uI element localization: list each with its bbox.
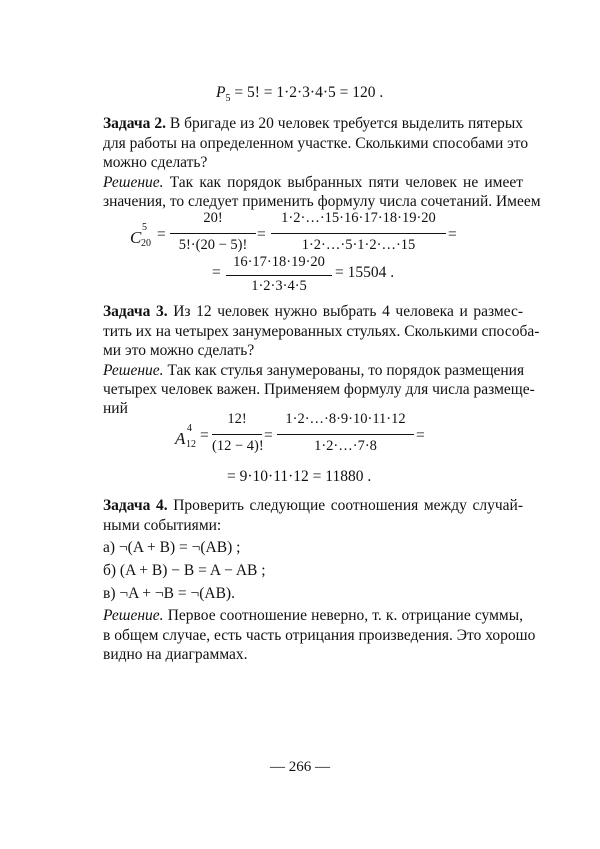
task2-eq4: = — [212, 264, 221, 281]
task3-line1: Задача 3. Из 12 человек нужно выбрать 4 человека и размес- — [103, 303, 523, 320]
task3-frac2-den: 1·2·…·7·8 — [314, 438, 377, 454]
task2-frac3-num: 16·17·18·19·20 — [233, 254, 325, 270]
task2-solution-line1: Решение. Так как порядок выбранных пяти человек не имеет — [103, 174, 523, 191]
task3-frac1-num: 12! — [227, 411, 247, 427]
task4-item-b: б) (A + B) − B = A − AB ; — [103, 562, 266, 579]
task2-solution-line2: значения, то следует применить формулу числа сочетаний. Имеем — [103, 193, 541, 210]
fraction-bar — [271, 233, 446, 234]
task4-title: Задача 4. — [103, 497, 168, 514]
task3-frac1-den: (12 − 4)! — [212, 438, 264, 454]
task3-result: = 9·10·11·12 = 11880 . — [227, 468, 372, 485]
task2-line1: Задача 2. В бригаде из 20 человек требуется выделить пятерых — [103, 115, 523, 132]
task4-item-c: в) ¬A + ¬B = ¬(AB). — [103, 585, 235, 602]
task2-eq1: = — [157, 226, 166, 243]
task2-eq2: = — [257, 226, 266, 243]
page-number: — 266 — — [270, 759, 330, 775]
task3-lhs-sub: 12 — [186, 439, 196, 450]
task3-eq1: = — [200, 427, 209, 444]
task3-solution-line1: Решение. Так как стулья занумерованы, то порядок размещения — [103, 362, 525, 379]
task3-solution-line2: четырех человек важен. Применяем формулу для числа размеще- — [103, 381, 535, 398]
task2-eq3: = — [448, 226, 457, 243]
task3-lhs-sup: 4 — [187, 423, 192, 434]
task3-title: Задача 3. — [103, 303, 168, 320]
fraction-bar — [212, 434, 262, 435]
task2-lhs: C — [130, 228, 142, 247]
task2-result: = 15504 . — [335, 264, 395, 281]
task4-line1: Задача 4. Проверить следующие соотношения между случай- — [103, 497, 523, 514]
task2-title: Задача 2. — [103, 115, 166, 132]
task2-lhs-sup: 5 — [142, 222, 147, 233]
task2-frac1-num: 20! — [203, 210, 223, 226]
task4-line2: ными событиями: — [103, 517, 222, 534]
task3-solution-label: Решение. — [103, 362, 164, 379]
fraction-bar — [170, 233, 256, 234]
task2-line3: можно сделать? — [103, 154, 208, 171]
task3-lhs: A — [175, 429, 186, 448]
task3-line2: тить их на четырех занумерованных стульях. Сколькими способа- — [103, 323, 540, 340]
task2-frac1-den: 5!·(20 − 5)! — [178, 237, 248, 253]
task2-lhs-sub: 20 — [141, 238, 151, 249]
task2-frac3-den: 1·2·3·4·5 — [251, 278, 307, 294]
task4-item-a: а) ¬(A + B) = ¬(AB) ; — [103, 539, 241, 556]
task4-solution-line2: в общем случае, есть часть отрицания произведения. Это хорошо — [103, 627, 536, 644]
task2-line2: для работы на определенном участке. Сколькими способами это — [103, 135, 529, 152]
formula-p5: $P_5 = 5$! = 1·2·3·4·5 = 120 . — [216, 84, 384, 105]
task4-solution-line1: Решение. Первое соотношение неверно, т. к. отрицание суммы, — [103, 607, 523, 624]
task3-line3: ми это можно сделать? — [103, 342, 255, 359]
task3-frac2-num: 1·2·…·8·9·10·11·12 — [285, 411, 406, 427]
task2-solution-label: Решение. — [103, 174, 164, 191]
task3-eq3: = — [416, 427, 425, 444]
task2-frac2-den: 1·2·…·5·1·2·…·15 — [301, 237, 416, 253]
fraction-bar — [226, 275, 332, 276]
task3-eq2: = — [264, 427, 273, 444]
task2-frac2-num: 1·2·…·15·16·17·18·19·20 — [281, 210, 436, 226]
task4-solution-label: Решение. — [103, 607, 164, 624]
task3-solution-line3: ний — [103, 400, 128, 417]
task4-solution-line3: видно на диаграммах. — [103, 646, 248, 663]
fraction-bar — [277, 434, 414, 435]
